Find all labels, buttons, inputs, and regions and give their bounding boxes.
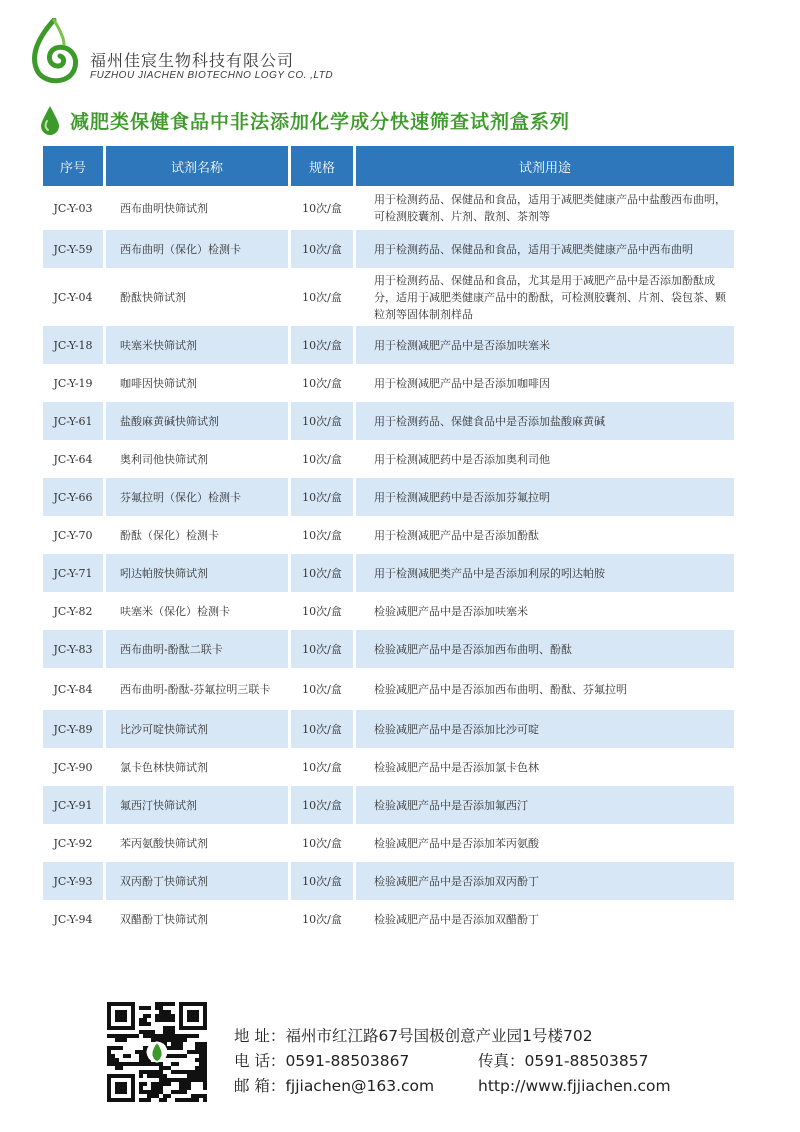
reagent-usage: 检验减肥产品中是否添加西布曲明、酚酞、芬氟拉明 xyxy=(374,682,627,696)
table-row xyxy=(43,268,734,326)
table-row xyxy=(43,364,734,402)
reagent-name: 西布曲明快筛试剂 xyxy=(106,186,291,230)
reagent-name: 呋塞米快筛试剂 xyxy=(106,326,291,364)
reagent-code: JC-Y-84 xyxy=(43,668,106,710)
reagent-name: 呋塞米（保化）检测卡 xyxy=(106,592,291,630)
table-row xyxy=(43,900,734,938)
reagent-code: JC-Y-94 xyxy=(43,900,106,938)
table-row xyxy=(43,478,734,516)
reagent-code: JC-Y-83 xyxy=(43,630,106,668)
reagent-usage: 检验减肥产品中是否添加双丙酚丁 xyxy=(356,862,734,900)
table-header-row xyxy=(43,146,734,186)
header-spec: 规格 xyxy=(291,146,356,186)
reagent-name: 双醋酚丁快筛试剂 xyxy=(106,900,291,938)
reagent-code: JC-Y-04 xyxy=(43,268,106,326)
reagent-code: JC-Y-19 xyxy=(43,364,106,402)
reagent-spec: 10次/盒 xyxy=(291,824,356,862)
reagent-usage: 用于检测减肥药中是否添加奥利司他 xyxy=(374,452,550,466)
reagent-spec: 10次/盒 xyxy=(291,554,356,592)
reagent-usage: 检验减肥产品中是否添加苯丙氨酸 xyxy=(374,836,539,850)
table-row xyxy=(43,710,734,748)
reagent-name: 西布曲明-酚酞-芬氟拉明三联卡 xyxy=(106,668,291,710)
table-row xyxy=(43,748,734,786)
reagent-code: JC-Y-18 xyxy=(43,326,106,364)
qr-code-icon xyxy=(107,1002,207,1102)
company-name-en: FUZHOU JIACHEN BIOTECHNO LOGY CO. ,LTD xyxy=(90,70,334,81)
table-row xyxy=(43,554,734,592)
reagent-code: JC-Y-91 xyxy=(43,786,106,824)
swirl-leaf-logo-icon xyxy=(24,18,86,88)
reagent-spec: 10次/盒 xyxy=(291,364,356,402)
reagent-spec: 10次/盒 xyxy=(291,268,356,326)
header-usage: 试剂用途 xyxy=(356,146,734,186)
contact-info xyxy=(234,1024,671,1099)
reagent-usage: 用于检测减肥药中是否添加芬氟拉明 xyxy=(356,478,734,516)
table-row xyxy=(43,186,734,230)
reagent-spec: 10次/盒 xyxy=(291,516,356,554)
reagent-usage: 检验减肥产品中是否添加比沙可啶 xyxy=(356,710,734,748)
reagent-name: 氟西汀快筛试剂 xyxy=(106,786,291,824)
reagent-usage: 用于检测药品、保健品和食品，适用于减肥类健康产品中盐酸西布曲明，可检测胶囊剂、片剂、散剂、茶剂等 xyxy=(374,193,726,223)
address-label: 地 址： xyxy=(234,1027,286,1045)
reagent-code: JC-Y-64 xyxy=(43,440,106,478)
reagent-usage: 用于检测药品、保健食品中是否添加盐酸麻黄碱 xyxy=(356,402,734,440)
email-label: 邮 箱： xyxy=(234,1077,286,1095)
reagent-usage: 检验减肥产品中是否添加西布曲明、酚酞 xyxy=(356,630,734,668)
table-row xyxy=(43,786,734,824)
address-line xyxy=(234,1024,593,1049)
reagent-code: JC-Y-93 xyxy=(43,862,106,900)
fax-label: 传真： xyxy=(478,1052,525,1070)
reagent-spec: 10次/盒 xyxy=(291,402,356,440)
table-row xyxy=(43,516,734,554)
reagent-spec: 10次/盒 xyxy=(291,478,356,516)
reagent-name: 奥利司他快筛试剂 xyxy=(106,440,291,478)
phone-value: 0591-88503867 xyxy=(285,1052,410,1070)
reagent-spec: 10次/盒 xyxy=(291,230,356,268)
fax-value: 0591-88503857 xyxy=(524,1052,649,1070)
reagent-spec: 10次/盒 xyxy=(291,186,356,230)
reagent-name: 氯卡色林快筛试剂 xyxy=(106,748,291,786)
reagent-usage: 用于检测减肥产品中是否添加咖啡因 xyxy=(374,376,550,390)
table-row xyxy=(43,630,734,668)
reagent-name: 芬氟拉明（保化）检测卡 xyxy=(106,478,291,516)
reagent-name: 吲达帕胺快筛试剂 xyxy=(106,554,291,592)
table-row xyxy=(43,440,734,478)
reagent-usage: 用于检测减肥产品中是否添加酚酞 xyxy=(374,528,539,542)
reagent-code: JC-Y-92 xyxy=(43,824,106,862)
reagent-code: JC-Y-61 xyxy=(43,402,106,440)
reagent-name: 苯丙氨酸快筛试剂 xyxy=(106,824,291,862)
reagent-spec: 10次/盒 xyxy=(291,440,356,478)
reagent-spec: 10次/盒 xyxy=(291,630,356,668)
reagent-usage: 检验减肥产品中是否添加氟西汀 xyxy=(356,786,734,824)
document-title-row xyxy=(40,104,570,136)
reagent-name: 酚酞快筛试剂 xyxy=(106,268,291,326)
reagent-usage: 检验减肥产品中是否添加氯卡色林 xyxy=(374,760,539,774)
table-row xyxy=(43,326,734,364)
reagent-code: JC-Y-70 xyxy=(43,516,106,554)
reagent-name: 酚酞（保化）检测卡 xyxy=(106,516,291,554)
reagent-usage: 用于检测减肥产品中是否添加呋塞米 xyxy=(356,326,734,364)
reagent-spec: 10次/盒 xyxy=(291,748,356,786)
email-value[interactable]: fjjiachen@163.com xyxy=(285,1077,435,1095)
website-link[interactable]: http://www.fjjiachen.com xyxy=(478,1077,671,1095)
reagent-usage: 用于检测药品、保健品和食品，适用于减肥类健康产品中西布曲明 xyxy=(356,230,734,268)
reagent-usage: 用于检测药品、保健品和食品，尤其是用于减肥产品中是否添加酚酞成分，适用于减肥类健康产品中的酚酞，可检测胶囊剂、片剂、袋包茶、颗粒剂等固体制剂样品 xyxy=(374,273,726,321)
header-serial: 序号 xyxy=(43,146,106,186)
reagent-spec: 10次/盒 xyxy=(291,786,356,824)
table-row xyxy=(43,592,734,630)
reagent-code: JC-Y-90 xyxy=(43,748,106,786)
reagent-code: JC-Y-71 xyxy=(43,554,106,592)
green-drop-icon xyxy=(40,105,60,135)
reagent-name: 西布曲明-酚酞二联卡 xyxy=(106,630,291,668)
reagent-code: JC-Y-03 xyxy=(43,186,106,230)
reagent-code: JC-Y-89 xyxy=(43,710,106,748)
reagent-spec: 10次/盒 xyxy=(291,326,356,364)
reagent-name: 双丙酚丁快筛试剂 xyxy=(106,862,291,900)
reagent-table xyxy=(43,146,734,938)
reagent-name: 盐酸麻黄碱快筛试剂 xyxy=(106,402,291,440)
reagent-spec: 10次/盒 xyxy=(291,900,356,938)
table-row xyxy=(43,824,734,862)
reagent-spec: 10次/盒 xyxy=(291,592,356,630)
table-row xyxy=(43,402,734,440)
company-name-cn: 福州佳宸生物科技有限公司 xyxy=(90,51,295,70)
company-header xyxy=(20,18,420,88)
reagent-code: JC-Y-82 xyxy=(43,592,106,630)
reagent-code: JC-Y-66 xyxy=(43,478,106,516)
reagent-spec: 10次/盒 xyxy=(291,710,356,748)
reagent-usage: 用于检测减肥类产品中是否添加利尿的吲达帕胺 xyxy=(356,554,734,592)
reagent-code: JC-Y-59 xyxy=(43,230,106,268)
document-title: 减肥类保健食品中非法添加化学成分快速筛查试剂盒系列 xyxy=(70,110,571,133)
phone-fax-line xyxy=(234,1049,649,1074)
reagent-name: 比沙可啶快筛试剂 xyxy=(106,710,291,748)
reagent-usage: 检验减肥产品中是否添加双醋酚丁 xyxy=(374,912,539,926)
address-value: 福州市红江路67号国极创意产业园1号楼702 xyxy=(285,1027,593,1045)
reagent-spec: 10次/盒 xyxy=(291,668,356,710)
reagent-spec: 10次/盒 xyxy=(291,862,356,900)
phone-label: 电 话： xyxy=(234,1052,286,1070)
table-row xyxy=(43,668,734,710)
header-reagent-name: 试剂名称 xyxy=(106,146,291,186)
reagent-name: 咖啡因快筛试剂 xyxy=(106,364,291,402)
table-row xyxy=(43,230,734,268)
table-row xyxy=(43,862,734,900)
email-web-line xyxy=(234,1074,671,1099)
reagent-usage: 检验减肥产品中是否添加呋塞米 xyxy=(374,604,528,618)
reagent-name: 西布曲明（保化）检测卡 xyxy=(106,230,291,268)
